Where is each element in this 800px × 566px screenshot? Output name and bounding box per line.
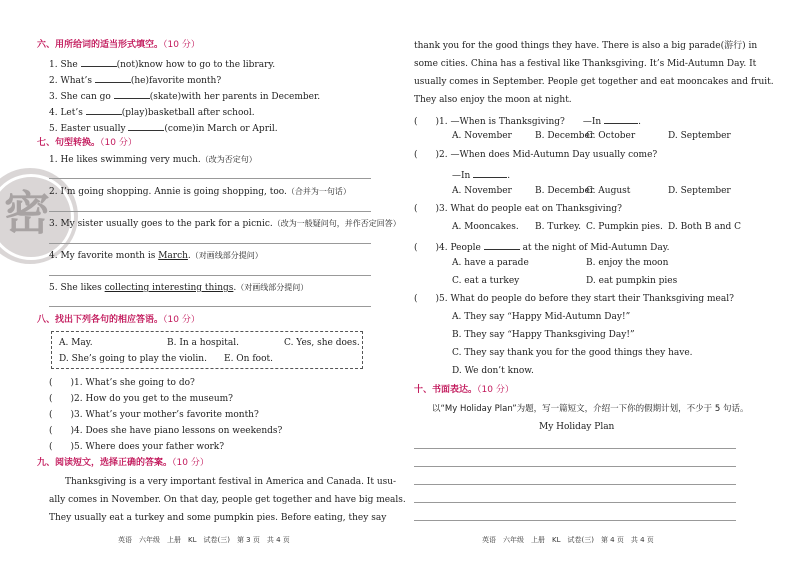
section-10-title: 十、书面表达。（10 分）: [414, 385, 514, 395]
s9-q4-option-a: A. have a parade: [452, 258, 529, 268]
s9-question-3: ( )3. What do people eat on Thanksgiving?: [414, 204, 622, 214]
s9-q1-option-d: D. September: [668, 131, 731, 141]
passage-line: They usually eat a turkey and some pumpkin pies. Before eating, they say: [49, 513, 387, 523]
passage-line: thank you for the good things they have. There is also a big parade(游行) in: [414, 41, 758, 51]
writing-heading: My Holiday Plan: [539, 422, 615, 432]
s9-q3-option-a: A. Mooncakes.: [452, 222, 519, 232]
s8-question-3: ( )3. What’s your mother’s favorite month?: [49, 410, 259, 420]
s9-q3-option-d: D. Both B and C: [668, 222, 742, 232]
s8-question-2: ( )2. How do you get to the museum?: [49, 394, 233, 404]
section-6-title: 六、用所给词的适当形式填空。（10 分）: [37, 40, 200, 50]
s9-q2-option-a: A. November: [452, 186, 512, 196]
s9-q4-option-d: D. eat pumpkin pies: [586, 276, 678, 286]
s7-item-3: 3. My sister usually goes to the park for a picnic.（改为一般疑问句，并作否定回答）: [49, 219, 401, 229]
seal-stamp: 密: [0, 168, 78, 264]
s9-q4-option-c: C. eat a turkey: [452, 276, 520, 286]
s8-question-5: ( )5. Where does your father work?: [49, 442, 225, 452]
writing-line[interactable]: [414, 466, 736, 467]
s8-question-1: ( )1. What’s she going to do?: [49, 378, 195, 388]
writing-line[interactable]: [414, 484, 736, 485]
passage-line: usually comes in September. People get together and eat mooncakes and fruit.: [414, 77, 774, 87]
s6-item-1: 1. She (not)know how to go to the library.: [49, 57, 275, 71]
s6-item-5: 5. Easter usually (come)in March or April.: [49, 121, 278, 135]
s9-q1-option-a: A. November: [452, 131, 512, 141]
s7-item-4: 4. My favorite month is March.（对画线部分提问）: [49, 251, 263, 261]
s8-option-c: C. Yes, she does.: [284, 338, 360, 348]
s9-q1-option-b: B. December: [535, 131, 595, 141]
answer-line[interactable]: [49, 275, 371, 276]
section-9-title: 九、阅读短文，选择正确的答案。（10 分）: [37, 458, 209, 468]
s9-q5-option-a: A. They say “Happy Mid-Autumn Day!”: [452, 312, 631, 322]
s9-question-4: ( )4. People at the night of Mid-Autumn Day.: [414, 240, 669, 254]
writing-prompt: 以“My Holiday Plan”为题，写一篇短文，介绍一下你的假期计划，不少于 5 句话。: [432, 404, 749, 414]
s8-option-a: A. May.: [59, 338, 93, 348]
s9-question-5: ( )5. What do people do before they start their Thanksgiving meal?: [414, 294, 734, 304]
passage-line: Thanksgiving is a very important festival in America and Canada. It usu-: [65, 477, 397, 487]
answer-line[interactable]: [49, 178, 371, 179]
section-8-title: 八、找出下列各句的相应答语。（10 分）: [37, 315, 200, 325]
writing-line[interactable]: [414, 448, 736, 449]
s9-question-2: ( )2. —When does Mid-Autumn Day usually come?: [414, 150, 658, 160]
s7-item-2: 2. I’m going shopping. Annie is going shopping, too.（合并为一句话）: [49, 187, 351, 197]
footer-right: 英语 六年级 上册 KL 试卷(三) 第 4 页 共 4 页: [482, 536, 654, 544]
passage-line: some cities. China has a festival like Thanksgiving. It’s Mid-Autumn Day. It: [414, 59, 757, 69]
s7-item-5: 5. She likes collecting interesting things.（对画线部分提问）: [49, 283, 309, 293]
s7-item-1: 1. He likes swimming very much.（改为否定句）: [49, 155, 257, 165]
s9-q4-option-b: B. enjoy the moon: [586, 258, 669, 268]
s9-q2-option-b: B. December: [535, 186, 595, 196]
s9-q1-option-c: C. October: [586, 131, 636, 141]
footer-left: 英语 六年级 上册 KL 试卷(三) 第 3 页 共 4 页: [118, 536, 290, 544]
s9-q5-option-d: D. We don’t know.: [452, 366, 534, 376]
s9-q3-option-c: C. Pumpkin pies.: [586, 222, 663, 232]
s9-q3-option-b: B. Turkey.: [535, 222, 581, 232]
s9-q2-option-c: C. August: [586, 186, 631, 196]
s8-option-e: E. On foot.: [224, 354, 273, 364]
writing-line[interactable]: [414, 502, 736, 503]
answer-line[interactable]: [49, 211, 371, 212]
answer-line[interactable]: [49, 306, 371, 307]
s9-q2-blank: —In .: [452, 168, 510, 182]
s9-q5-option-c: C. They say thank you for the good things they have.: [452, 348, 693, 358]
passage-line: ally comes in November. On that day, people get together and have big meals.: [49, 495, 406, 505]
s6-item-3: 3. She can go (skate)with her parents in December.: [49, 89, 320, 103]
s6-item-2: 2. What’s (he)favorite month?: [49, 73, 221, 87]
passage-line: They also enjoy the moon at night.: [414, 95, 572, 105]
s9-question-1: ( )1. —When is Thanksgiving? —In .: [414, 114, 641, 128]
s8-question-4: ( )4. Does she have piano lessons on weekends?: [49, 426, 283, 436]
answer-line[interactable]: [49, 243, 371, 244]
writing-line[interactable]: [414, 520, 736, 521]
s6-item-4: 4. Let’s (play)basketball after school.: [49, 105, 255, 119]
s8-option-d: D. She’s going to play the violin.: [59, 354, 207, 364]
s9-q5-option-b: B. They say “Happy Thanksgiving Day!”: [452, 330, 635, 340]
s9-q2-option-d: D. September: [668, 186, 731, 196]
right-page: [400, 0, 800, 566]
s8-option-b: B. In a hospital.: [167, 338, 239, 348]
section-7-title: 七、句型转换。（10 分）: [37, 138, 137, 148]
